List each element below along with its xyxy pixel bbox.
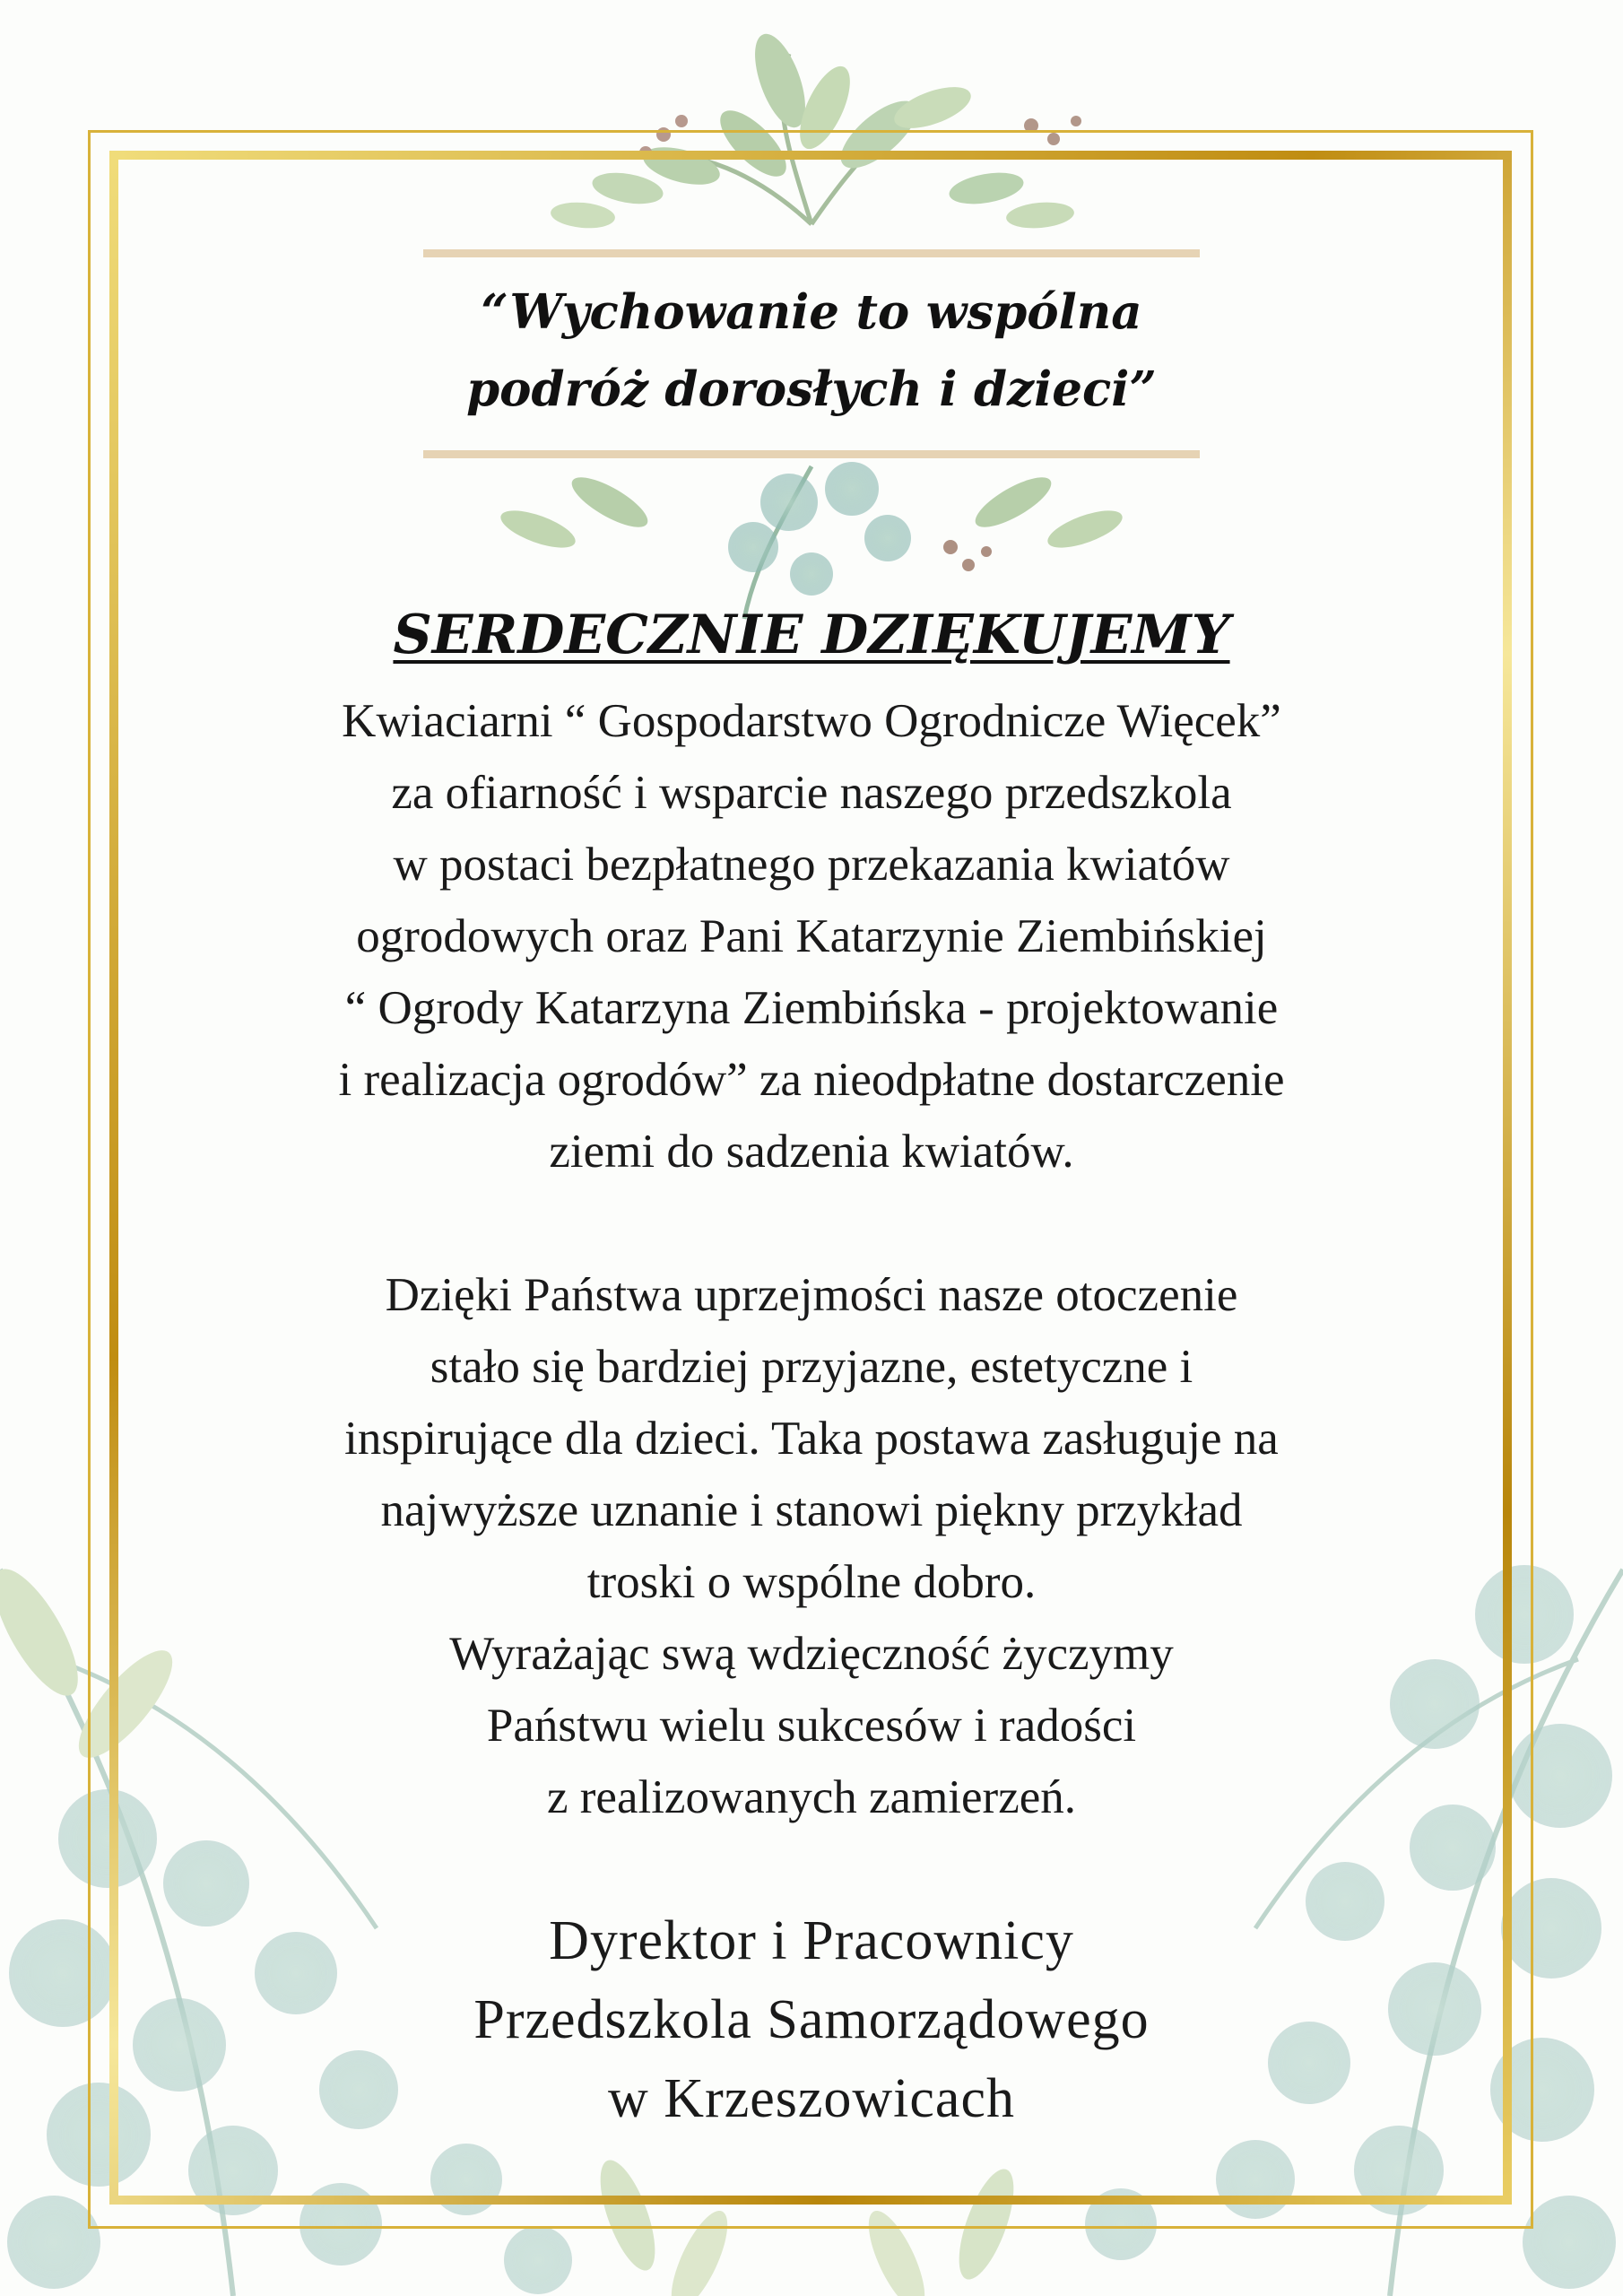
page-title: SERDECZNIE DZIĘKUJEMY [393,604,1230,666]
signature-line: w Krzeszowicach [608,2068,1015,2129]
text-line: troski o wspólne dobro. [586,1556,1037,1608]
text-line: Wyrażając swą wdzięczność życzymy [449,1628,1174,1680]
quote [269,274,1354,428]
text-line: i realizacja ogrodów” za nieodpłatne dostarczenie [338,1054,1285,1106]
text-line: z realizowanych zamierzeń. [547,1771,1076,1823]
quote-line-1: “Wychowanie to wspólna [481,284,1142,340]
signature [179,1901,1444,2138]
text-line: inspirujące dla dzieci. Taka postawa zasługuje na [344,1413,1279,1465]
text-line: Kwiaciarni “ Gospodarstwo Ogrodnicze Więcek” [342,695,1281,747]
text-line: Państwu wielu sukcesów i radości [486,1700,1137,1752]
text-line: ziemi do sadzenia kwiatów. [549,1126,1074,1178]
paragraph-thanks [179,685,1444,1187]
text-line: ogrodowych oraz Pani Katarzynie Ziembińskiej [356,910,1267,962]
text-line: stało się bardziej przyjazne, estetyczne i [430,1341,1193,1393]
signature-line: Przedszkola Samorządowego [473,1989,1150,2050]
quote-top-bar [423,249,1200,257]
signature-line: Dyrektor i Pracownicy [549,1910,1074,1971]
text-line: za ofiarność i wsparcie naszego przedszkola [391,767,1232,819]
quote-line-2: podróż dorosłych i dzieci” [466,361,1157,417]
paragraph-appreciation [179,1259,1444,1833]
text-line: najwyższe uznanie i stanowi piękny przykład [380,1484,1243,1536]
text-line: Dzięki Państwa uprzejmości nasze otoczenie [385,1269,1238,1321]
text-line: “ Ogrody Katarzyna Ziembińska - projektowanie [344,982,1279,1034]
text-line: w postaci bezpłatnego przekazania kwiatów [393,839,1230,891]
quote-bottom-bar [423,450,1200,458]
